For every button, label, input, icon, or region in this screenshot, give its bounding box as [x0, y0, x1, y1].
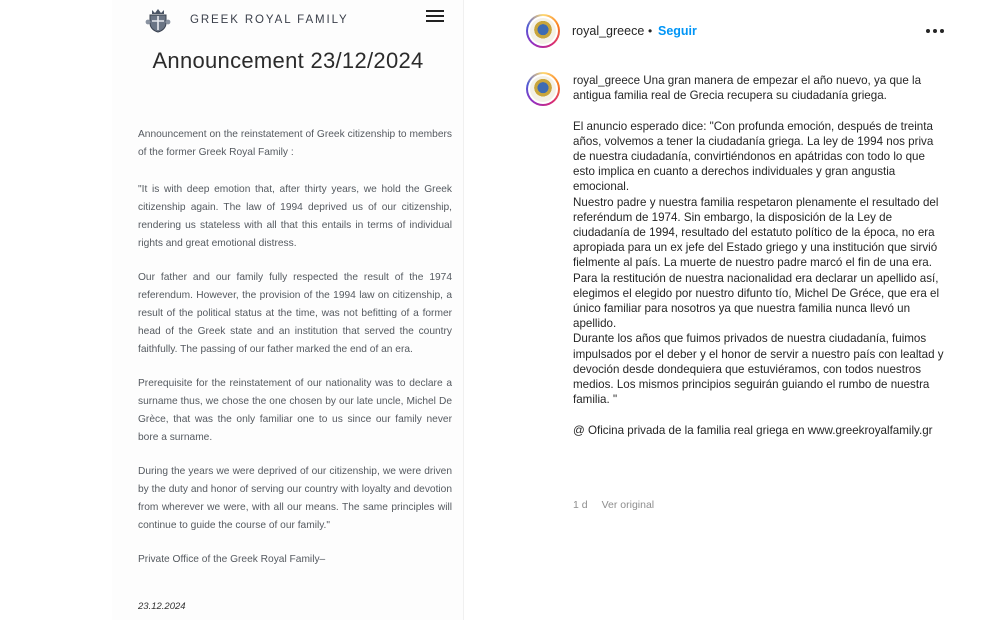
- caption-paragraph: El anuncio esperado dice: "Con profunda emoción, después de treinta años, volvemos a tener la ciudadanía griega. La ley de 1994 nos priva de nuestra ciudadanía, convirtiéndonos en apátridas con todo lo que esto implica en cuanto a derechos individuales y gran angustia emocional.: [573, 119, 934, 194]
- announcement-paragraph: Our father and our family fully respected the result of the 1974 referendum. However, the provision of the 1994 law on citizenship, a result of the political status at the time, was not befitting of a former head of the Greek state and an institution that served the country faithfully. The passing of our father marked the end of an era.: [138, 272, 452, 355]
- caption-paragraph: Nuestro padre y nuestra familia respetaron plenamente el resultado del referéndum de 1974. Sin embargo, la disposición de la Ley de ciudadanía de 1994, resultado del estatuto político de la época, no era apropiada para un ex jefe del Estado griego y una institución que sirvió fielmente al país. La muerte de nuestro padre marcó el fin de una era.: [573, 195, 939, 270]
- caption-lead-line: [573, 73, 945, 103]
- post-caption: [573, 73, 945, 438]
- site-header: [112, 0, 464, 44]
- announcement-page: [112, 0, 464, 620]
- announcement-date: 23.12.2024: [138, 601, 186, 612]
- announcement-paragraph: "It is with deep emotion that, after thirty years, we hold the Greek citizenship again. The law of 1994 deprived us of our citizenship, rendering us stateless with all that this entails in terms of individual rights and great emotional distress.: [138, 184, 452, 249]
- caption-paragraph: Para la restitución de nuestra nacionalidad era declarar un apellido así, elegimos el elegido por nuestro difunto tío, Michel De Gréce, que era el único familiar para nosotros ya que nuestra familia nunca llevó un apellido.: [573, 271, 940, 331]
- caption-username[interactable]: royal_greece: [573, 74, 641, 87]
- caption-avatar[interactable]: [526, 72, 560, 106]
- caption-paragraph: Durante los años que fuimos privados de nuestra ciudadanía, fuimos impulsados por el deber y el honor de servir a nuestro país con lealtad y devoción desde dondequiera que estuviéramos, con todos nuestros medios. Los mismos principios seguirán guiando el rumbo de nuestra familia. ": [573, 332, 944, 407]
- avatar[interactable]: [526, 14, 560, 48]
- post-username[interactable]: royal_greece: [572, 24, 645, 38]
- caption-signature[interactable]: @ Oficina privada de la familia real griega en www.greekroyalfamily.gr: [573, 423, 933, 437]
- announcement-paragraph: Prerequisite for the reinstatement of our nationality was to declare a surname thus, we chose the one chosen by our late uncle, Michel De Grèce, that was the only familiar one to us since our family never bore a surname.: [138, 378, 452, 443]
- announcement-body: [138, 126, 452, 569]
- announcement-paragraph: During the years we were deprived of our citizenship, we were driven by the duty and honor of serving our country with loyalty and devotion from wherever we were, with all our means. The same principles will continue to guide the course of our family.": [138, 466, 452, 531]
- announcement-paragraph: Announcement on the reinstatement of Greek citizenship to members of the former Greek Royal Family :: [138, 129, 452, 158]
- announcement-title: Announcement 23/12/2024: [152, 48, 424, 73]
- caption-lead: Una gran manera de empezar el año nuevo, ya que la antigua familia real de Grecia recupera su ciudadanía griega.: [573, 74, 922, 103]
- post-header: [510, 0, 960, 62]
- follow-button[interactable]: Seguir: [658, 24, 697, 38]
- separator-dot: •: [648, 24, 653, 38]
- more-options-icon[interactable]: [926, 29, 944, 33]
- site-brand-name[interactable]: GREEK ROYAL FAMILY: [190, 14, 349, 26]
- post-meta: [573, 499, 654, 511]
- instagram-post: [510, 0, 960, 620]
- royal-crest-logo[interactable]: [144, 6, 172, 34]
- view-original-link[interactable]: Ver original: [601, 499, 655, 511]
- post-time: 1 d: [573, 499, 588, 511]
- hamburger-menu-icon[interactable]: [426, 10, 444, 24]
- announcement-signature: Private Office of the Greek Royal Family–: [138, 554, 326, 565]
